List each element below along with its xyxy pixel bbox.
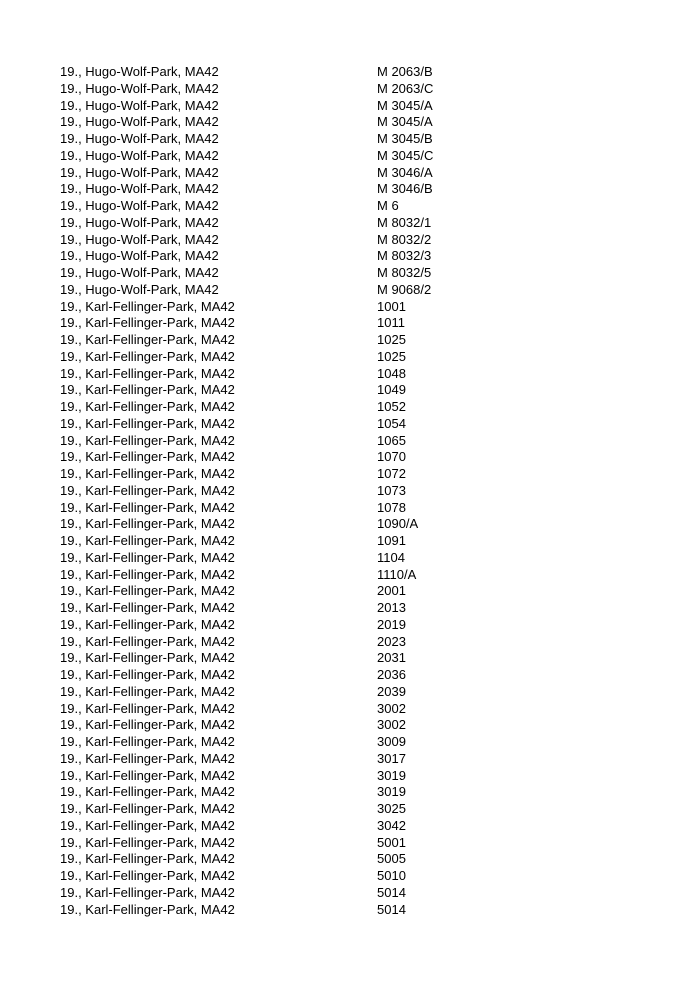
location-cell: 19., Karl-Fellinger-Park, MA42 [60, 332, 235, 347]
location-cell: 19., Hugo-Wolf-Park, MA42 [60, 214, 219, 230]
table-row [60, 734, 660, 751]
location-cell: 19., Karl-Fellinger-Park, MA42 [60, 583, 235, 599]
location-cell: 19., Karl-Fellinger-Park, MA42 [60, 365, 235, 381]
number-cell: 5005 [377, 851, 406, 867]
number-cell: M 2063/B [377, 64, 433, 79]
location-cell: 19., Karl-Fellinger-Park, MA42 [60, 549, 235, 565]
table-row [60, 382, 660, 399]
table-row [60, 64, 660, 81]
location-cell: 19., Karl-Fellinger-Park, MA42 [60, 734, 235, 749]
location-cell: 19., Karl-Fellinger-Park, MA42 [60, 298, 235, 314]
location-cell: 19., Karl-Fellinger-Park, MA42 [60, 466, 235, 481]
table-row [60, 818, 660, 835]
table-row [60, 315, 660, 332]
number-cell: 5014 [377, 884, 406, 900]
location-cell: 19., Hugo-Wolf-Park, MA42 [60, 281, 219, 297]
table-row [60, 449, 660, 466]
location-cell: 19., Karl-Fellinger-Park, MA42 [60, 616, 235, 632]
location-cell: 19., Karl-Fellinger-Park, MA42 [60, 767, 235, 783]
table-row [60, 282, 660, 299]
number-cell: 2013 [377, 600, 406, 615]
table-row [60, 784, 660, 801]
number-cell: M 3045/B [377, 131, 433, 146]
number-cell: 1052 [377, 399, 406, 414]
number-cell: 1025 [377, 348, 406, 364]
location-cell: 19., Karl-Fellinger-Park, MA42 [60, 717, 235, 733]
location-cell: 19., Karl-Fellinger-Park, MA42 [60, 315, 235, 331]
number-cell: 2023 [377, 633, 406, 649]
location-cell: 19., Karl-Fellinger-Park, MA42 [60, 834, 235, 850]
table-row [60, 768, 660, 785]
number-cell: 3019 [377, 767, 406, 783]
table-row [60, 299, 660, 316]
location-cell: 19., Karl-Fellinger-Park, MA42 [60, 399, 235, 414]
location-cell: 19., Karl-Fellinger-Park, MA42 [60, 801, 235, 816]
number-cell: 2019 [377, 616, 406, 632]
number-cell: M 3046/A [377, 164, 433, 180]
location-cell: 19., Karl-Fellinger-Park, MA42 [60, 499, 235, 515]
table-row [60, 349, 660, 366]
table-row [60, 500, 660, 517]
location-cell: 19., Karl-Fellinger-Park, MA42 [60, 633, 235, 649]
location-cell: 19., Karl-Fellinger-Park, MA42 [60, 683, 235, 699]
location-cell: 19., Hugo-Wolf-Park, MA42 [60, 198, 219, 213]
number-cell: 3002 [377, 700, 406, 716]
location-cell: 19., Karl-Fellinger-Park, MA42 [60, 901, 235, 917]
location-cell: 19., Karl-Fellinger-Park, MA42 [60, 650, 235, 666]
location-cell: 19., Karl-Fellinger-Park, MA42 [60, 382, 235, 398]
table-row [60, 634, 660, 651]
table-row [60, 265, 660, 282]
table-row [60, 332, 660, 349]
table-row [60, 835, 660, 852]
number-cell: M 3046/B [377, 181, 433, 197]
table-row [60, 567, 660, 584]
number-cell: M 8032/1 [377, 214, 432, 230]
table-row [60, 684, 660, 701]
number-cell: 3042 [377, 817, 406, 833]
table-row [60, 667, 660, 684]
table-row [60, 181, 660, 198]
number-cell: 3025 [377, 801, 406, 816]
location-cell: 19., Karl-Fellinger-Park, MA42 [60, 533, 235, 548]
number-cell: M 2063/C [377, 80, 434, 96]
location-cell: 19., Karl-Fellinger-Park, MA42 [60, 851, 235, 867]
location-cell: 19., Karl-Fellinger-Park, MA42 [60, 482, 235, 498]
number-cell: 5014 [377, 901, 406, 917]
table-row [60, 215, 660, 232]
number-cell: 2036 [377, 667, 406, 682]
number-cell: 1049 [377, 382, 406, 398]
number-cell: M 3045/C [377, 147, 434, 163]
number-cell: 1054 [377, 415, 406, 431]
table-row [60, 366, 660, 383]
number-cell: 1025 [377, 332, 406, 347]
table-row [60, 81, 660, 98]
number-cell: 1001 [377, 298, 406, 314]
number-cell: 5010 [377, 868, 406, 883]
table-row [60, 148, 660, 165]
location-cell: 19., Hugo-Wolf-Park, MA42 [60, 114, 219, 130]
number-cell: M 3045/A [377, 114, 433, 130]
table-row [60, 433, 660, 450]
location-cell: 19., Karl-Fellinger-Park, MA42 [60, 700, 235, 716]
table-row [60, 533, 660, 550]
number-cell: 2031 [377, 650, 406, 666]
number-cell: 2001 [377, 583, 406, 599]
table-row [60, 131, 660, 148]
location-cell: 19., Karl-Fellinger-Park, MA42 [60, 750, 235, 766]
number-cell: M 3045/A [377, 97, 433, 113]
table-row [60, 516, 660, 533]
number-cell: 1072 [377, 466, 406, 481]
number-cell: 5001 [377, 834, 406, 850]
location-cell: 19., Hugo-Wolf-Park, MA42 [60, 147, 219, 163]
number-cell: 1065 [377, 432, 406, 448]
location-cell: 19., Hugo-Wolf-Park, MA42 [60, 80, 219, 96]
location-cell: 19., Karl-Fellinger-Park, MA42 [60, 784, 235, 800]
location-cell: 19., Karl-Fellinger-Park, MA42 [60, 348, 235, 364]
table-row [60, 466, 660, 483]
record-listing [60, 64, 660, 918]
location-cell: 19., Karl-Fellinger-Park, MA42 [60, 667, 235, 682]
number-cell: 1104 [377, 549, 405, 565]
table-row [60, 885, 660, 902]
table-row [60, 600, 660, 617]
location-cell: 19., Karl-Fellinger-Park, MA42 [60, 449, 235, 465]
number-cell: M 6 [377, 198, 399, 213]
table-row [60, 248, 660, 265]
number-cell: 1048 [377, 365, 406, 381]
location-cell: 19., Karl-Fellinger-Park, MA42 [60, 566, 235, 582]
table-row [60, 399, 660, 416]
number-cell: 2039 [377, 683, 406, 699]
location-cell: 19., Karl-Fellinger-Park, MA42 [60, 884, 235, 900]
table-row [60, 650, 660, 667]
location-cell: 19., Hugo-Wolf-Park, MA42 [60, 181, 219, 197]
number-cell: M 9068/2 [377, 281, 432, 297]
number-cell: 3019 [377, 784, 406, 800]
table-row [60, 868, 660, 885]
location-cell: 19., Hugo-Wolf-Park, MA42 [60, 64, 219, 79]
table-row [60, 114, 660, 131]
location-cell: 19., Karl-Fellinger-Park, MA42 [60, 817, 235, 833]
location-cell: 19., Karl-Fellinger-Park, MA42 [60, 868, 235, 883]
location-cell: 19., Karl-Fellinger-Park, MA42 [60, 432, 235, 448]
table-row [60, 701, 660, 718]
location-cell: 19., Hugo-Wolf-Park, MA42 [60, 265, 219, 280]
location-cell: 19., Karl-Fellinger-Park, MA42 [60, 415, 235, 431]
location-cell: 19., Hugo-Wolf-Park, MA42 [60, 248, 219, 264]
table-row [60, 751, 660, 768]
table-row [60, 851, 660, 868]
location-cell: 19., Karl-Fellinger-Park, MA42 [60, 516, 235, 532]
table-row [60, 801, 660, 818]
table-row [60, 198, 660, 215]
table-row [60, 98, 660, 115]
number-cell: M 8032/3 [377, 248, 432, 264]
table-row [60, 550, 660, 567]
number-cell: 1073 [377, 482, 406, 498]
table-row [60, 232, 660, 249]
table-row [60, 165, 660, 182]
number-cell: 3017 [377, 750, 406, 766]
number-cell: M 8032/2 [377, 231, 432, 247]
table-row [60, 416, 660, 433]
number-cell: 1011 [377, 315, 405, 331]
number-cell: 3002 [377, 717, 406, 733]
location-cell: 19., Hugo-Wolf-Park, MA42 [60, 97, 219, 113]
table-row [60, 902, 660, 919]
number-cell: 1070 [377, 449, 406, 465]
table-row [60, 717, 660, 734]
number-cell: 1110/A [377, 566, 417, 582]
location-cell: 19., Hugo-Wolf-Park, MA42 [60, 231, 219, 247]
table-row [60, 483, 660, 500]
table-row [60, 617, 660, 634]
location-cell: 19., Hugo-Wolf-Park, MA42 [60, 131, 219, 146]
number-cell: 1078 [377, 499, 406, 515]
number-cell: 1091 [377, 533, 406, 548]
number-cell: M 8032/5 [377, 265, 432, 280]
table-row [60, 583, 660, 600]
number-cell: 1090/A [377, 516, 419, 532]
location-cell: 19., Karl-Fellinger-Park, MA42 [60, 600, 235, 615]
number-cell: 3009 [377, 734, 406, 749]
location-cell: 19., Hugo-Wolf-Park, MA42 [60, 164, 219, 180]
